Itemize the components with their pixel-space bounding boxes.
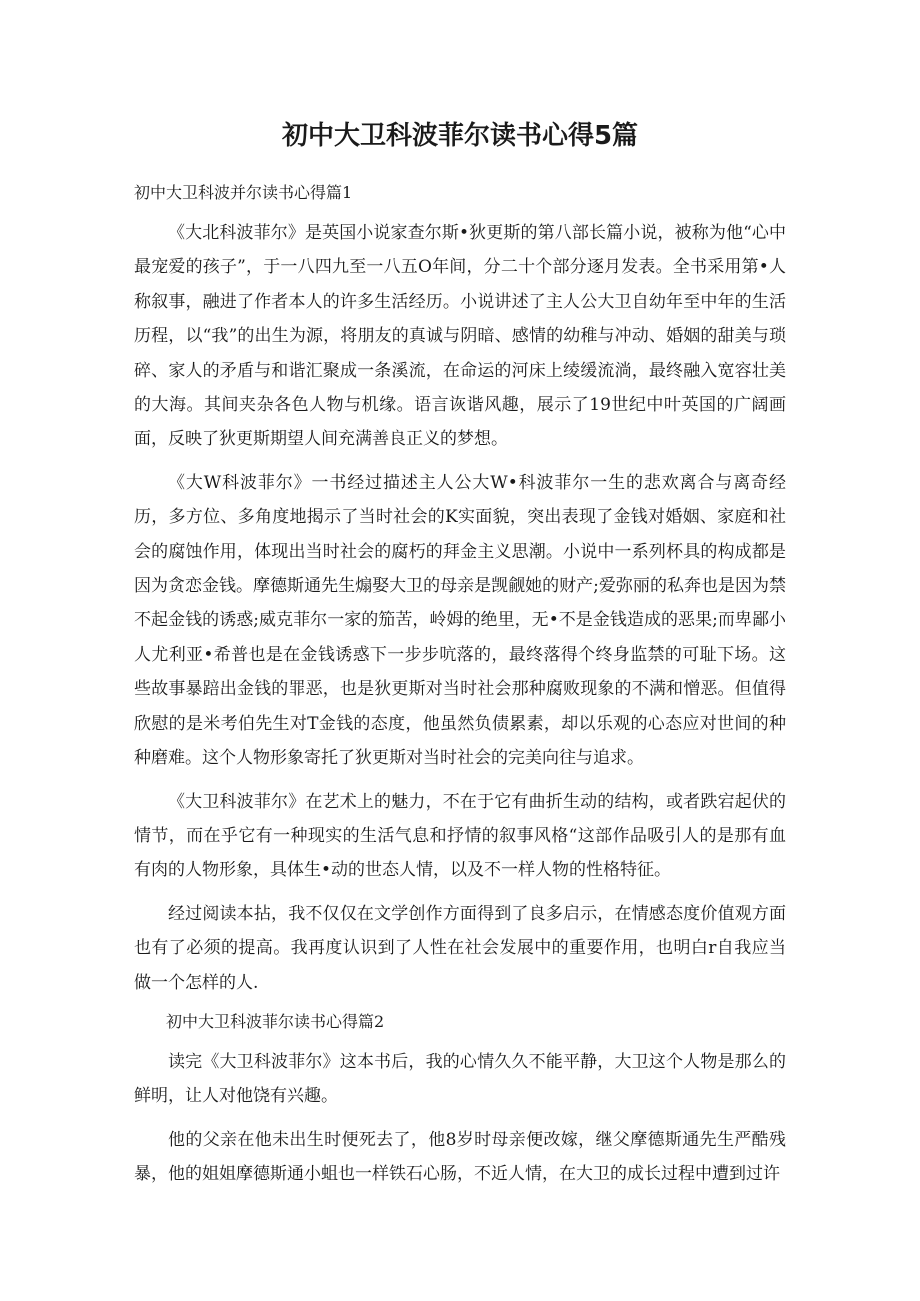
paragraph: 《大W科波菲尔》一书经过描述主人公大W•科波菲尔一生的悲欢离合与离奇经历，多方位、多角度地揭示了当时社会的K实面貌，突出表现了金钱对婚姻、家庭和社会的腐蚀作用，体现出当时社会的腐朽的拜金主义思潮。小说中一系列杯具的构成都是因为贪恋金钱。摩德斯通先生煽娶大卫的母亲是觊觎她的财产;爱弥丽的私奔也是因为禁不起金钱的诱惑;威克菲尔一家的笳苦，岭姆的绝里，无•不是金钱造成的恶果;而卑鄙小人尤利亚•希普也是在金钱诱惑下一步步吭落的，最终落得个终身监禁的可耻下场。这些故事暴踣出金钱的罪恶，也是狄更斯对当时社会那种腐败现象的不满和憎恶。但值得欣慰的是米考伯先生对T金钱的态度，他虽然负债累素，却以乐观的心态应对世间的种种磨难。这个人物形象寄托了狄更斯对当时社会的完美向往与追求。 bbox=[134, 472, 786, 769]
paragraph: 他的父亲在他未出生时便死去了，他8岁时母亲便改嫁，继父摩德斯通先生严酷残暴，他的姐姐摩德斯通小蛆也一样铁石心肠，不近人情，在大卫的成长过程中遭到过许 bbox=[134, 1129, 786, 1185]
paragraph: 《大北科波菲尔》是英国小说家查尔斯•狄更斯的第八部长篇小说，被称为他“心中最宠爱的孩子”，于一八四九至一八五O年间，分二十个部分逐月发表。全书采用第•人称叙事，融进了作者本人的许多生活经历。小说讲述了主人公大卫自幼年至中年的生活历程，以“我”的出生为源，将朋友的真诚与阴暗、感情的幼稚与冲动、婚姻的甜美与琐碎、家人的矛盾与和谐汇聚成一条溪流，在命运的河床上绫缓流淌，最终融入宽容壮美的大海。其间夹杂各色人物与机缘。语言诙谐风趣，展示了19世纪中叶英国的广阔画面，反映了狄更斯期望人间充满善良正义的梦想。 bbox=[134, 223, 786, 450]
paragraph: 《大卫科波菲尔》在艺术上的魅力，不在于它有曲折生动的结构，或者跌宕起伏的情节，而在乎它有一种现实的生活气息和抒情的叙事风格“这部作品吸引人的是那有血有肉的人物形象，具体生•动的世态人情，以及不一样人物的性格特征。 bbox=[134, 791, 786, 881]
paragraph: 读完《大卫科波菲尔》这本书后，我的心情久久不能平静，大卫这个人物是那么的鲜明，让人对他饶有兴趣。 bbox=[134, 1051, 786, 1107]
document-title: 初中大卫科波菲尔读书心得5篇 bbox=[281, 121, 639, 151]
paragraph: 经过阅读本拈，我不仅仅在文学创作方面得到了良多启示，在情感态度价值观方面也有了必须的提高。我再度认识到了人性在社会发展中的重要作用，也明白r自我应当做一个怎样的人. bbox=[134, 903, 786, 993]
section-heading-1: 初中大卫科波并尔读书心得篇1 bbox=[134, 183, 353, 202]
section-heading-2: 初中大卫科波菲尔读书心得篇2 bbox=[166, 1011, 385, 1031]
